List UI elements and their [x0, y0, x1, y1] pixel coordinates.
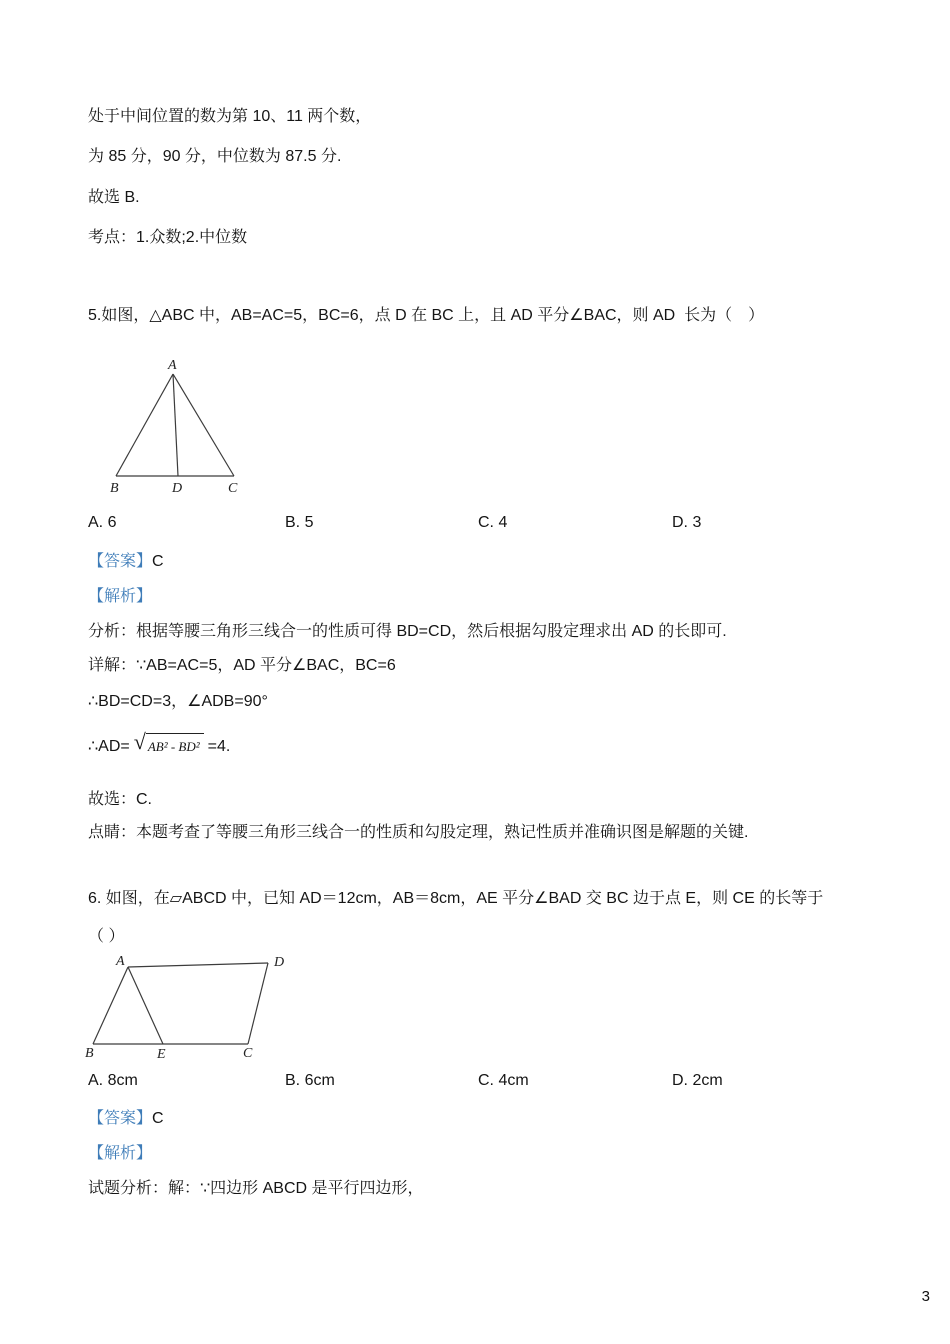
- solution-text-line: 故选 B.: [88, 189, 140, 206]
- question5-formula-line: [88, 729, 231, 760]
- vertex-label-d: D: [274, 955, 285, 970]
- question5-option-c: C. 4: [478, 514, 508, 531]
- answer-tag: 【答案】: [88, 553, 153, 570]
- page-number: 3: [921, 1288, 930, 1305]
- question5-option-b: B. 5: [285, 514, 314, 531]
- vertex-label-c: C: [228, 481, 238, 496]
- question5-analysis-tag: 【解析】: [88, 588, 153, 605]
- question5-option-a: A. 6: [88, 514, 117, 531]
- vertex-label-a: A: [116, 954, 125, 969]
- question5-answer-line: [88, 551, 164, 573]
- formula-prefix: ∴AD=: [88, 737, 130, 755]
- radical-sign: √: [133, 729, 146, 754]
- answer-value: C: [152, 553, 164, 570]
- question6-parallelogram-figure: [85, 953, 295, 1063]
- exam-point-line: 考点：1.众数;2.中位数: [88, 229, 248, 246]
- question6-option-a: A. 8cm: [88, 1072, 138, 1089]
- question6-stem-line1: 6. 如图，在▱ABCD 中，已知 AD＝12cm，AB＝8cm，AE 平分∠BAD 交 BC 边于点 E，则 CE 的长等于: [88, 890, 824, 907]
- question6-stem-line2: （ ）: [88, 928, 125, 945]
- vertex-label-e: E: [157, 1047, 166, 1062]
- solution-text-line: 为 85 分，90 分，中位数为 87.5 分.: [88, 148, 342, 165]
- question6-option-b: B. 6cm: [285, 1072, 335, 1089]
- question5-option-d: D. 3: [672, 514, 702, 531]
- answer-tag: 【答案】: [88, 1110, 153, 1127]
- question5-stem: 5.如图，△ABC 中，AB=AC=5，BC=6，点 D 在 BC 上，且 AD 平分∠BAC，则 AD 长为（ ）: [88, 307, 765, 324]
- radicand: AB² - BD²: [146, 733, 204, 760]
- vertex-label-c: C: [243, 1046, 253, 1061]
- question5-triangle-figure: [100, 356, 250, 498]
- question6-analysis: 试题分析：解：∵四边形 ABCD 是平行四边形，: [88, 1180, 424, 1197]
- question6-option-d: D. 2cm: [672, 1072, 723, 1089]
- question6-option-c: C. 4cm: [478, 1072, 529, 1089]
- question6-answer-line: [88, 1108, 164, 1130]
- question5-analysis: 分析：根据等腰三角形三线合一的性质可得 BD=CD，然后根据勾股定理求出 AD 的长即可.: [88, 623, 727, 640]
- formula-suffix: =4.: [207, 737, 231, 755]
- question5-detail-line2: ∴BD=CD=3，∠ADB=90°: [88, 693, 268, 710]
- question5-tip: 点睛：本题考查了等腰三角形三线合一的性质和勾股定理，熟记性质并准确识图是解题的关键.: [88, 824, 749, 841]
- solution-text-line: 处于中间位置的数为第 10、11 两个数，: [88, 108, 372, 125]
- question5-conclusion: 故选：C.: [88, 791, 153, 808]
- question6-analysis-tag: 【解析】: [88, 1145, 153, 1162]
- vertex-label-a: A: [168, 358, 177, 373]
- vertex-label-b: B: [110, 481, 119, 496]
- square-root-expression: [133, 729, 204, 760]
- vertex-label-b: B: [85, 1046, 94, 1061]
- question5-detail-line1: 详解：∵AB=AC=5，AD 平分∠BAC，BC=6: [88, 657, 396, 674]
- answer-value: C: [152, 1110, 164, 1127]
- vertex-label-d: D: [172, 481, 183, 496]
